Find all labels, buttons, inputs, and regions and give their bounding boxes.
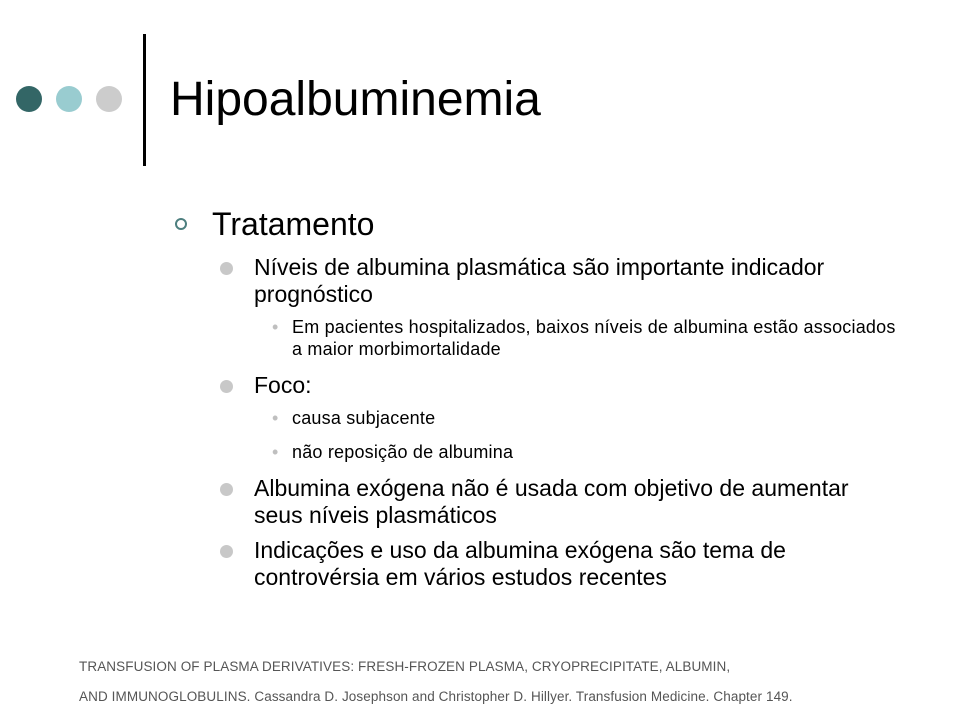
citation-line-2: AND IMMUNOGLOBULINS. Cassandra D. Josephson and Christopher D. Hillyer. Transfusion Medicine. Chapter 149. — [79, 689, 793, 704]
section-heading — [170, 202, 900, 246]
sub-list-item-text: causa subjacente — [292, 408, 436, 428]
sub-list-item-text: não reposição de albumina — [292, 442, 514, 462]
sub-list-item — [170, 407, 900, 429]
round-bullet-icon — [220, 380, 233, 393]
slide-title: Hipoalbuminemia — [170, 73, 541, 126]
small-bullet-icon: • — [272, 408, 279, 428]
list-item-text: Níveis de albumina plasmática são importante indicador prognóstico — [254, 254, 825, 307]
list-item — [170, 254, 900, 308]
list-item-text: Albumina exógena não é usada com objetivo de aumentar seus níveis plasmáticos — [254, 475, 849, 528]
list-item-text: Indicações e uso da albumina exógena são tema de controvérsia em vários estudos recentes — [254, 537, 786, 590]
list-item — [170, 475, 900, 529]
round-bullet-icon — [220, 483, 233, 496]
citation — [79, 652, 939, 712]
section-heading-text: Tratamento — [212, 206, 375, 242]
light-teal-dot-icon — [56, 86, 82, 112]
sub-list-item-text: Em pacientes hospitalizados, baixos níveis de albumina estão associados a maior morbimortalidade — [292, 317, 896, 359]
list-item-text: Foco: — [254, 372, 312, 398]
list-item — [170, 372, 900, 399]
dark-teal-dot-icon — [16, 86, 42, 112]
slide-body — [170, 202, 900, 599]
round-bullet-icon — [220, 545, 233, 558]
title-divider — [143, 34, 146, 166]
citation-line-1: TRANSFUSION OF PLASMA DERIVATIVES: FRESH-FROZEN PLASMA, CRYOPRECIPITATE, ALBUMIN, — [79, 659, 731, 674]
list-item — [170, 537, 900, 591]
ring-bullet-icon — [175, 218, 187, 230]
sub-list-item — [170, 441, 900, 463]
gray-dot-icon — [96, 86, 122, 112]
small-bullet-icon: • — [272, 442, 279, 462]
small-bullet-icon: • — [272, 317, 279, 337]
round-bullet-icon — [220, 262, 233, 275]
sub-list-item — [170, 316, 900, 360]
